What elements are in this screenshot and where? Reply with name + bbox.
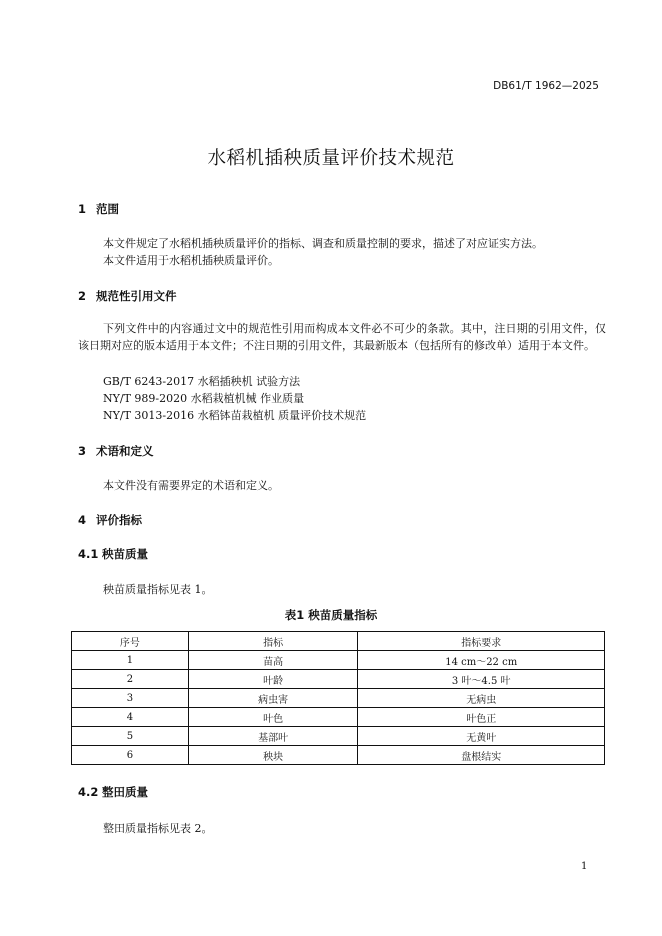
seedling-quality-table — [71, 631, 605, 765]
section-number: 3 — [78, 444, 87, 458]
column-header: 指标要求 — [358, 632, 605, 651]
page-number: 1 — [581, 861, 588, 872]
paragraph: 本文件适用于水稻机插秧质量评价。 — [103, 254, 279, 267]
table-cell: 叶色正 — [358, 708, 605, 727]
table-cell: 叶龄 — [188, 670, 358, 689]
table-cell: 病虫害 — [188, 689, 358, 708]
section-title: 术语和定义 — [96, 444, 154, 458]
section-title: 评价指标 — [96, 513, 142, 527]
table-cell: 叶色 — [188, 708, 358, 727]
subsection-number: 4.1 — [78, 547, 99, 561]
table-cell: 秧块 — [188, 746, 358, 765]
subsection-title: 秧苗质量 — [102, 547, 148, 561]
table-row — [72, 670, 605, 689]
paragraph: 整田质量指标见表 2。 — [103, 822, 213, 835]
reference-item: NY/T 989-2020 水稻栽植机械 作业质量 — [103, 392, 305, 405]
section-number: 2 — [78, 289, 87, 303]
table-cell: 无病虫 — [358, 689, 605, 708]
table-caption: 表1 秧苗质量指标 — [284, 608, 378, 622]
column-header: 指标 — [188, 632, 358, 651]
subsection-title: 整田质量 — [102, 785, 148, 799]
table-cell: 无黄叶 — [358, 727, 605, 746]
subsection-4-2-heading — [78, 784, 148, 800]
table-row — [72, 708, 605, 727]
table-cell: 3 — [72, 689, 189, 708]
section-title: 范围 — [96, 202, 119, 216]
table-cell: 6 — [72, 746, 189, 765]
table-header-row — [72, 632, 605, 651]
table-cell: 苗高 — [188, 651, 358, 670]
section-number: 1 — [78, 202, 87, 216]
table-cell: 基部叶 — [188, 727, 358, 746]
table-cell: 2 — [72, 670, 189, 689]
section-3-heading — [78, 443, 154, 459]
document-title: 水稻机插秧质量评价技术规范 — [207, 148, 455, 169]
subsection-4-1-heading — [78, 546, 148, 562]
paragraph: 本文件规定了水稻机插秧质量评价的指标、调查和质量控制的要求，描述了对应证实方法。 — [103, 237, 543, 250]
table-cell: 5 — [72, 727, 189, 746]
table-row — [72, 746, 605, 765]
subsection-number: 4.2 — [78, 785, 99, 799]
reference-item: NY/T 3013-2016 水稻钵苗栽植机 质量评价技术规范 — [103, 409, 367, 422]
table-cell: 盘根结实 — [358, 746, 605, 765]
section-1-heading — [78, 201, 119, 217]
section-title: 规范性引用文件 — [96, 289, 177, 303]
paragraph: 秧苗质量指标见表 1。 — [103, 583, 213, 596]
column-header: 序号 — [72, 632, 189, 651]
paragraph: 下列文件中的内容通过文中的规范性引用而构成本文件必不可少的条款。其中，注日期的引用文件，仅该日期对应的版本适用于本文件；不注日期的引用文件，其最新版本（包括所有的修改单）适用于本文件。 — [78, 322, 606, 352]
table-row — [72, 727, 605, 746]
standard-number: DB61/T 1962—2025 — [493, 80, 599, 92]
table-row — [72, 651, 605, 670]
table-cell: 4 — [72, 708, 189, 727]
table-cell: 1 — [72, 651, 189, 670]
section-2-heading — [78, 288, 177, 304]
paragraph: 本文件没有需要界定的术语和定义。 — [103, 479, 279, 492]
reference-item: GB/T 6243-2017 水稻插秧机 试验方法 — [103, 375, 301, 388]
section-number: 4 — [78, 513, 87, 527]
table-row — [72, 689, 605, 708]
section-4-heading — [78, 512, 142, 528]
table-cell: 3 叶～4.5 叶 — [358, 670, 605, 689]
table-cell: 14 cm～22 cm — [358, 651, 605, 670]
